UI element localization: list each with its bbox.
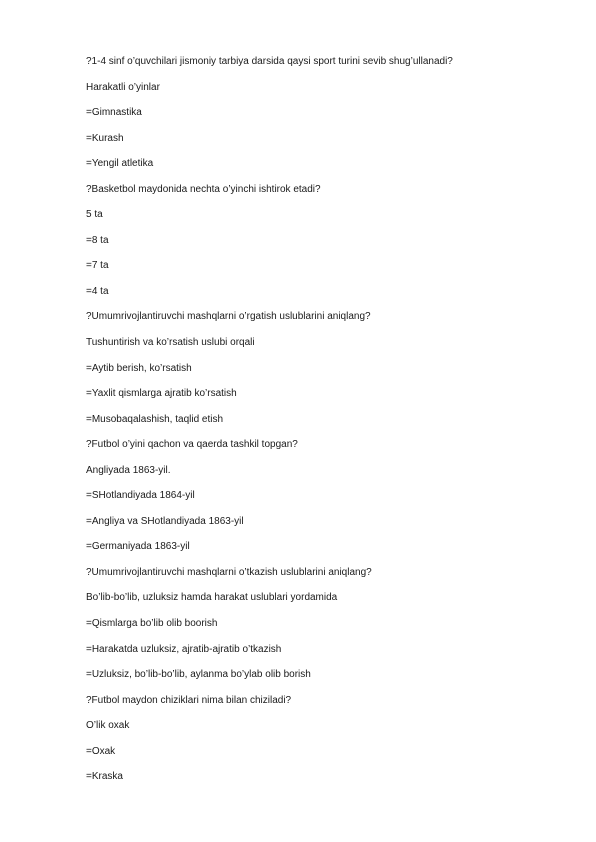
question-text: ?Umumrivojlantiruvchi mashqlarni o’rgatish uslublarini aniqlang? <box>86 311 371 323</box>
question-text: ?Umumrivojlantiruvchi mashqlarni o’tkazish uslublarini aniqlang? <box>86 566 372 578</box>
alternative-answer: =Kraska <box>86 771 123 783</box>
alternative-answer: =Gimnastika <box>86 107 142 119</box>
correct-answer: 5 ta <box>86 209 103 221</box>
alternative-answer: =Germaniyada 1863-yil <box>86 541 190 553</box>
question-text: ?Futbol maydon chiziklari nima bilan chiziladi? <box>86 694 292 706</box>
document-body <box>86 56 566 797</box>
alternative-answer: =Aytib berish, ko’rsatish <box>86 362 192 374</box>
question-text: ?Basketbol maydonida nechta o’yinchi ishtirok etadi? <box>86 183 321 195</box>
correct-answer: Bo’lib-bo’lib, uzluksiz hamda harakat uslublari yordamida <box>86 592 338 604</box>
alternative-answer: =Uzluksiz, bo’lib-bo’lib, aylanma bo’ylab olib borish <box>86 669 311 681</box>
alternative-answer: =Kurash <box>86 132 124 144</box>
alternative-answer: =Angliya va SHotlandiyada 1863-yil <box>86 515 244 527</box>
question-text: ?1-4 sinf o’quvchilari jismoniy tarbiya darsida qaysi sport turini sevib shug’ullanadi? <box>86 56 453 67</box>
alternative-answer: =Yengil atletika <box>86 158 154 170</box>
alternative-answer: =Musobaqalashish, taqlid etish <box>86 413 224 425</box>
alternative-answer: =7 ta <box>86 260 109 272</box>
alternative-answer: =8 ta <box>86 234 109 246</box>
alternative-answer: =Yaxlit qismlarga ajratib ko’rsatish <box>86 388 237 400</box>
correct-answer: O’lik oxak <box>86 720 130 732</box>
alternative-answer: =Oxak <box>86 745 116 757</box>
alternative-answer: =4 ta <box>86 285 109 297</box>
alternative-answer: =Harakatda uzluksiz, ajratib-ajratib o’tkazish <box>86 643 282 655</box>
correct-answer: Tushuntirish va ko’rsatish uslubi orqali <box>86 337 255 349</box>
alternative-answer: =SHotlandiyada 1864-yil <box>86 490 195 502</box>
correct-answer: Angliyada 1863-yil. <box>86 464 171 476</box>
question-text: ?Futbol o’yini qachon va qaerda tashkil topgan? <box>86 439 298 451</box>
correct-answer: Harakatli o’yinlar <box>86 81 160 93</box>
alternative-answer: =Qismlarga bo’lib olib boorish <box>86 618 218 630</box>
